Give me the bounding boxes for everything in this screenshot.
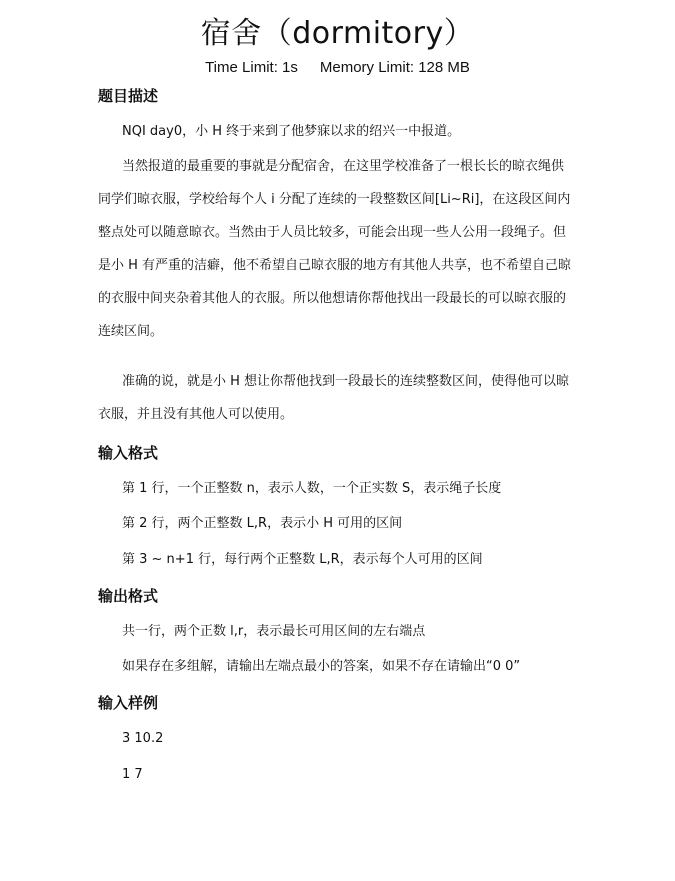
limits-line bbox=[0, 58, 675, 78]
output-format-line-1: 共一行，两个正数 l,r，表示最长可用区间的左右端点 bbox=[122, 624, 426, 639]
input-format-line-3: 第 3 ~ n+1 行，每行两个正整数 L,R，表示每个人可用的区间 bbox=[122, 552, 483, 567]
description-paragraph-2: 当然报道的最重要的事就是分配宿舍，在这里学校准备了一根长长的晾衣绳供同学们晾衣服，学校给每个人 i 分配了连续的一段整数区间[Li~Ri]，在这段区间内整点处可以随意晾衣。当然由于人员比较多，可能会出现一些人公用一段绳子。但是小 H 有严重的洁癖，他不希望自己晾衣服的地方有其他人共享，也不希望自己晾的衣服中间夹杂着其他人的衣服。所以他想请你帮他找出一段最长的可以晾衣服的连续区间。 bbox=[98, 159, 572, 339]
description-paragraph-1: NQI day0，小 H 终于来到了他梦寐以求的绍兴一中报道。 bbox=[122, 124, 461, 139]
sample-input-line-1: 3 10.2 bbox=[122, 731, 164, 746]
time-limit: Time Limit: 1s bbox=[205, 59, 298, 76]
output-format-line-2: 如果存在多组解，请输出左端点最小的答案，如果不存在请输出“0 0” bbox=[122, 659, 521, 674]
input-format-line-2: 第 2 行，两个正整数 L,R，表示小 H 可用的区间 bbox=[122, 516, 403, 531]
problem-title: 宿舍（dormitory） bbox=[200, 16, 475, 51]
memory-limit: Memory Limit: 128 MB bbox=[319, 59, 470, 76]
sample-input-heading: 输入样例 bbox=[98, 694, 159, 712]
input-format-line-1: 第 1 行，一个正整数 n，表示人数，一个正实数 S，表示绳子长度 bbox=[122, 481, 502, 496]
output-format-heading: 输出格式 bbox=[98, 587, 159, 605]
description-heading: 题目描述 bbox=[98, 87, 159, 105]
description-paragraph-3: 准确的说，就是小 H 想让你帮他找到一段最长的连续整数区间，使得他可以晾衣服，并且没有其他人可以使用。 bbox=[98, 374, 570, 422]
input-format-heading: 输入格式 bbox=[98, 444, 159, 462]
sample-input-line-2: 1 7 bbox=[122, 767, 143, 782]
